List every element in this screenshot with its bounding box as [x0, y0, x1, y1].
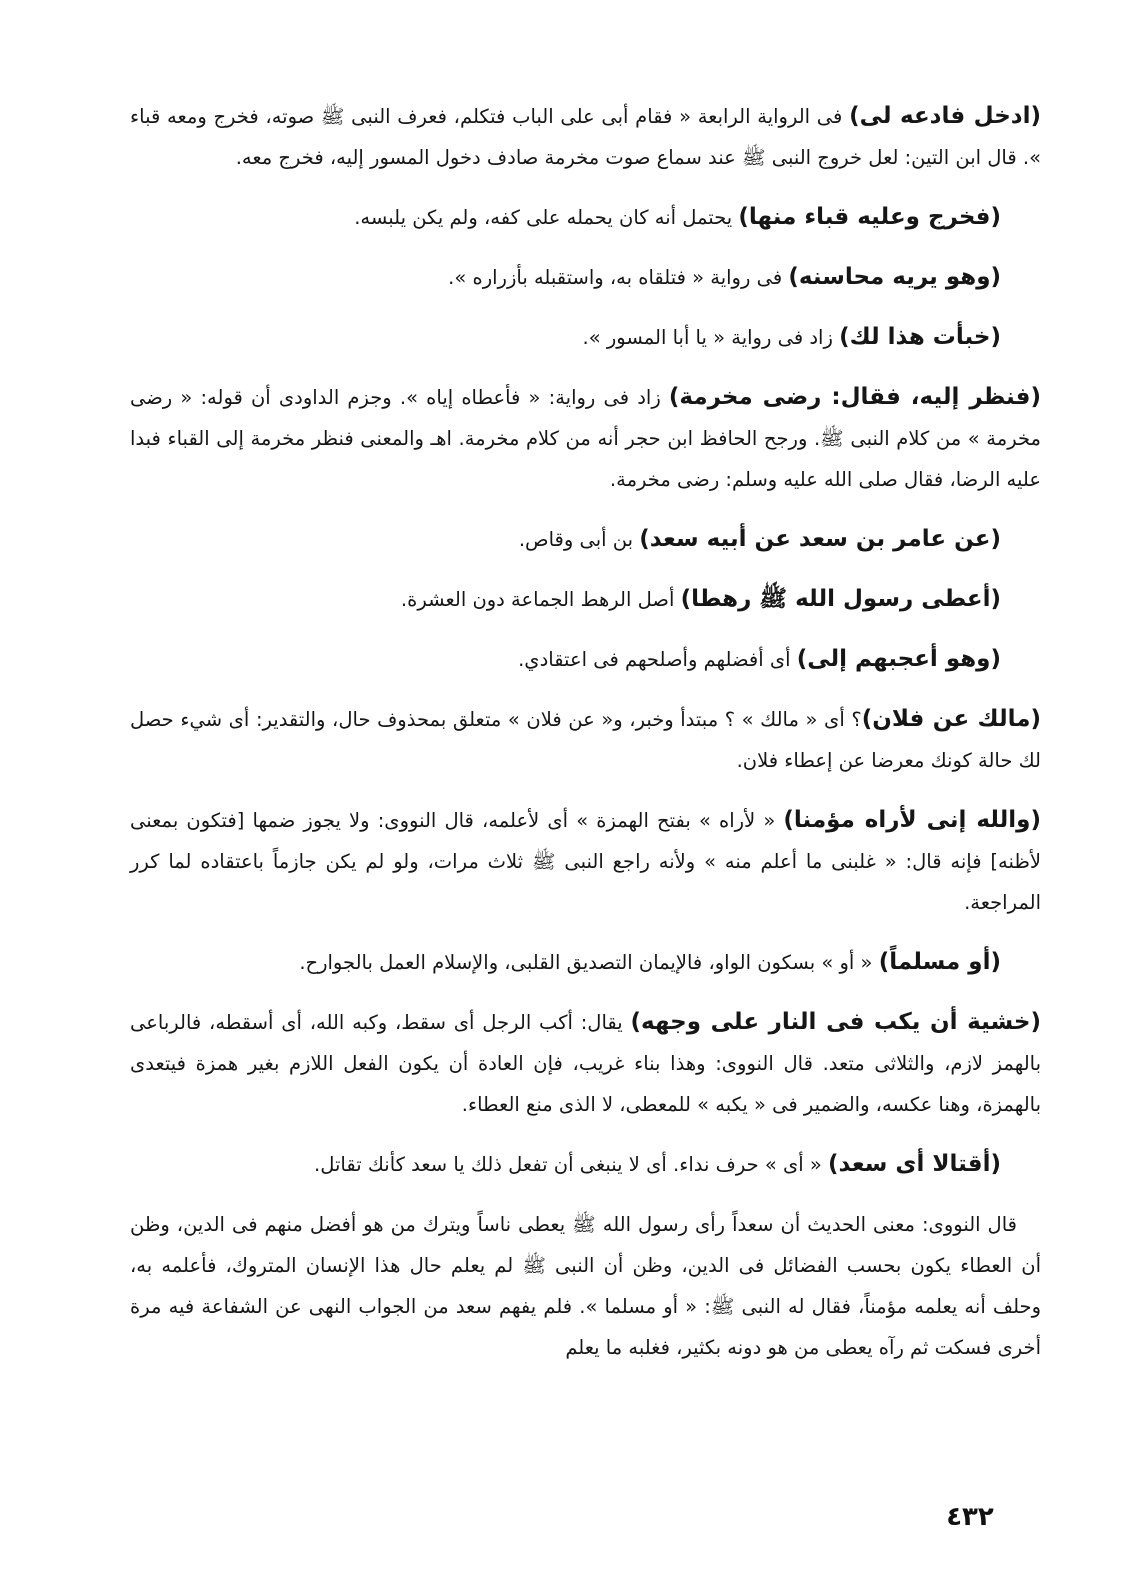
- paragraph-3: [130, 257, 1001, 298]
- paragraph-1: [130, 96, 1041, 178]
- paragraph-10-text: « لأراه » بفتح الهمزة » أى لأعلمه، قال النووى: ولا يجوز ضمها [فتكون بمعنى لأظنه] فإنه قال: « غلبنى ما أعلم منه » ولأنه راجع النبى ﷺ ثلاث مرات، ولو لم يكن جازماً باعتقاده لما كرر المراجعة.: [130, 809, 1041, 914]
- paragraph-3-text: فى رواية « فتلقاه به، واستقبله بأزراره ».: [448, 266, 789, 289]
- paragraph-10-heading: (والله إنى لأراه مؤمنا): [783, 807, 1041, 833]
- paragraph-2-text: يحتمل أنه كان يحمله على كفه، ولم يكن يلبسه.: [354, 206, 739, 229]
- paragraph-2: [130, 197, 1001, 238]
- paragraph-7-heading: (أعطى رسول الله ﷺ رهطا): [680, 586, 1001, 612]
- paragraph-1-heading: (ادخل فادعه لى): [849, 103, 1041, 129]
- paragraph-13-text: « أى » حرف نداء. أى لا ينبغى أن تفعل ذلك يا سعد كأنك تقاتل.: [314, 1153, 829, 1176]
- paragraph-8: [130, 639, 1001, 680]
- paragraph-9-text: ؟ أى « مالك » ؟ مبتدأ وخبر، و« عن فلان » متعلق بمحذوف حال، والتقدير: أى شيء حصل لك حالة كونك معرضا عن إعطاء فلان.: [130, 708, 1041, 772]
- paragraph-11: [130, 942, 1001, 983]
- paragraph-7: [130, 579, 1001, 620]
- paragraph-10: [130, 800, 1041, 923]
- paragraph-3-heading: (وهو يريه محاسنه): [788, 264, 1001, 290]
- paragraph-6: [130, 519, 1001, 560]
- paragraph-5-text: زاد فى رواية: « فأعطاه إياه ». وجزم الداودى أن قوله: « رضى مخرمة » من كلام النبى ﷺ. ورجح الحافظ ابن حجر أنه من كلام مخرمة. اهـ والمعنى فنظر مخرمة إلى القباء فبدا عليه الرضا، فقال صلى الله عليه وسلم: رضى مخرمة.: [130, 386, 1041, 491]
- paragraph-2-heading: (فخرج وعليه قباء منها): [738, 204, 1001, 230]
- paragraph-5-heading: (فنظر إليه، فقال: رضى مخرمة): [668, 384, 1041, 410]
- paragraph-12: [130, 1002, 1041, 1125]
- paragraph-9: [130, 699, 1041, 781]
- paragraph-4: [130, 317, 1001, 358]
- paragraph-9-heading: (مالك عن فلان): [861, 706, 1041, 732]
- paragraph-11-text: « أو » بسكون الواو، فالإيمان التصديق القلبى، والإسلام العمل بالجوارح.: [299, 951, 879, 974]
- paragraph-4-text: زاد فى رواية « يا أبا المسور ».: [582, 326, 840, 349]
- paragraph-8-heading: (وهو أعجبهم إلى): [796, 646, 1001, 672]
- paragraph-13-heading: (أقتالا أى سعد): [828, 1151, 1001, 1177]
- paragraph-8-text: أى أفضلهم وأصلحهم فى اعتقادي.: [518, 648, 797, 671]
- paragraph-7-text: أصل الرهط الجماعة دون العشرة.: [400, 588, 681, 611]
- paragraph-6-text: بن أبى وقاص.: [518, 528, 640, 551]
- paragraph-12-text: يقال: أكب الرجل أى سقط، وكبه الله، أى أسقطه، فالرباعى بالهمز لازم، والثلاثى متعد. قال النووى: وهذا بناء غريب، فإن العادة أن يكون الفعل اللازم بغير همزة فيتعدى بالهمزة، وهنا عكسه، والضمير فى « يكبه » للمعطى، لا الذى منع العطاء.: [130, 1011, 1041, 1116]
- page-number: ٤٣٢: [946, 1502, 994, 1532]
- paragraph-1-text: فى الرواية الرابعة « فقام أبى على الباب فتكلم، فعرف النبى ﷺ صوته، فخرج ومعه قباء ». قال ابن التين: لعل خروج النبى ﷺ عند سماع صوت مخرمة صادف دخول المسور إليه، فخرج معه.: [130, 105, 1041, 169]
- paragraph-11-heading: (أو مسلماً): [878, 949, 1001, 975]
- paragraph-6-heading: (عن عامر بن سعد عن أبيه سعد): [639, 526, 1001, 552]
- paragraph-12-heading: (خشية أن يكب فى النار على وجهه): [630, 1009, 1041, 1035]
- paragraph-5: [130, 377, 1041, 500]
- paragraph-4-heading: (خبأت هذا لك): [839, 324, 1001, 350]
- document-body: [130, 96, 1041, 1368]
- paragraph-13: [130, 1144, 1001, 1185]
- paragraph-14: [130, 1204, 1041, 1368]
- paragraph-14-text: قال النووى: معنى الحديث أن سعداً رأى رسول الله ﷺ يعطى ناساً ويترك من هو أفضل منهم فى الدين، وظن أن العطاء يكون بحسب الفضائل فى الدين، وظن أن النبى ﷺ لم يعلم حال هذا الإنسان المتروك، فأعلمه به، وحلف أنه يعلمه مؤمناً، فقال له النبى ﷺ: « أو مسلما ». فلم يفهم سعد من الجواب النهى عن الشفاعة فيه مرة أخرى فسكت ثم رآه يعطى من هو دونه بكثير، فغلبه ما يعلم: [130, 1213, 1041, 1359]
